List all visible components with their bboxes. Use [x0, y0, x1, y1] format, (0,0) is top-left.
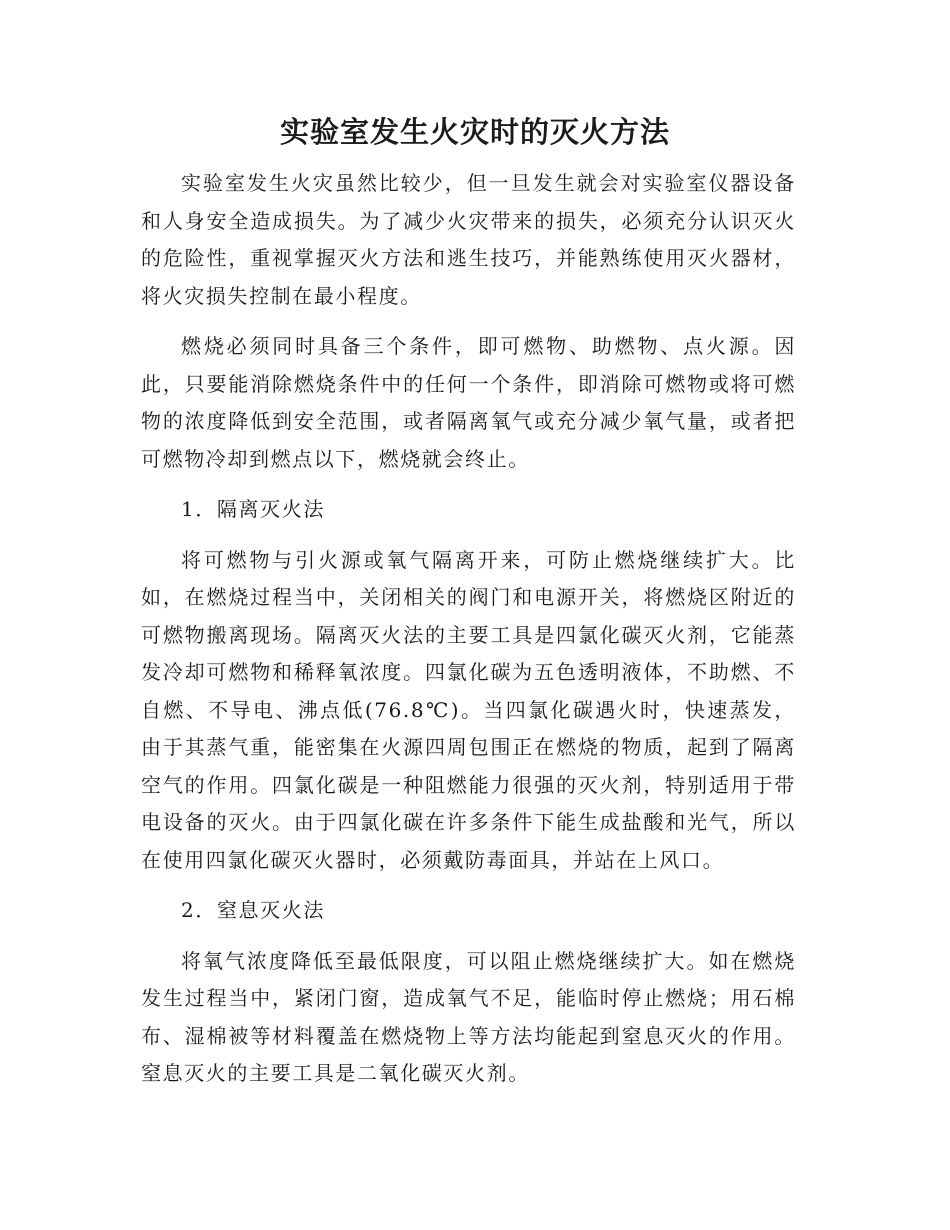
section-heading-suffocation: 2．窒息灭火法 [181, 898, 325, 922]
document-body [141, 165, 796, 1106]
section-body-isolation: 将可燃物与引火源或氧气隔离开来，可防止燃烧继续扩大。比如，在燃烧过程当中，关闭相关的阀门和电源开关，将燃烧区附近的可燃物搬离现场。隔离灭火法的主要工具是四氯化碳灭火剂，它能蒸发冷却可燃物和稀释氧浓度。四氯化碳为五色透明液体，不助燃、不自燃、不导电、沸点低(76.8℃)。当四氯化碳遇火时，快速蒸发，由于其蒸气重，能密集在火源四周包围正在燃烧的物质，起到了隔离空气的作用。四氯化碳是一种阻燃能力很强的灭火剂，特别适用于带电设备的灭火。由于四氯化碳在许多条件下能生成盐酸和光气，所以在使用四氯化碳灭火器时，必须戴防毒面具，并站在上风口。 [141, 547, 796, 872]
document-title: 实验室发生火灾时的灭火方法 [279, 115, 670, 149]
section-heading-isolation: 1．隔离灭火法 [181, 497, 325, 521]
combustion-conditions-paragraph: 燃烧必须同时具备三个条件，即可燃物、助燃物、点火源。因此，只要能消除燃烧条件中的任何一个条件，即消除可燃物或将可燃物的浓度降低到安全范围，或者隔离氧气或充分减少氧气量，或者把可燃物冷却到燃点以下，燃烧就会终止。 [141, 334, 796, 471]
section-body-suffocation: 将氧气浓度降低至最低限度，可以阻止燃烧继续扩大。如在燃烧发生过程当中，紧闭门窗，造成氧气不足，能临时停止燃烧；用石棉布、湿棉被等材料覆盖在燃烧物上等方法均能起到窒息灭火的作用。窒息灭火的主要工具是二氧化碳灭火剂。 [141, 948, 796, 1085]
intro-paragraph: 实验室发生火灾虽然比较少，但一旦发生就会对实验室仪器设备和人身安全造成损失。为了减少火灾带来的损失，必须充分认识灭火的危险性，重视掌握灭火方法和逃生技巧，并能熟练使用灭火器材，将火灾损失控制在最小程度。 [141, 171, 796, 308]
